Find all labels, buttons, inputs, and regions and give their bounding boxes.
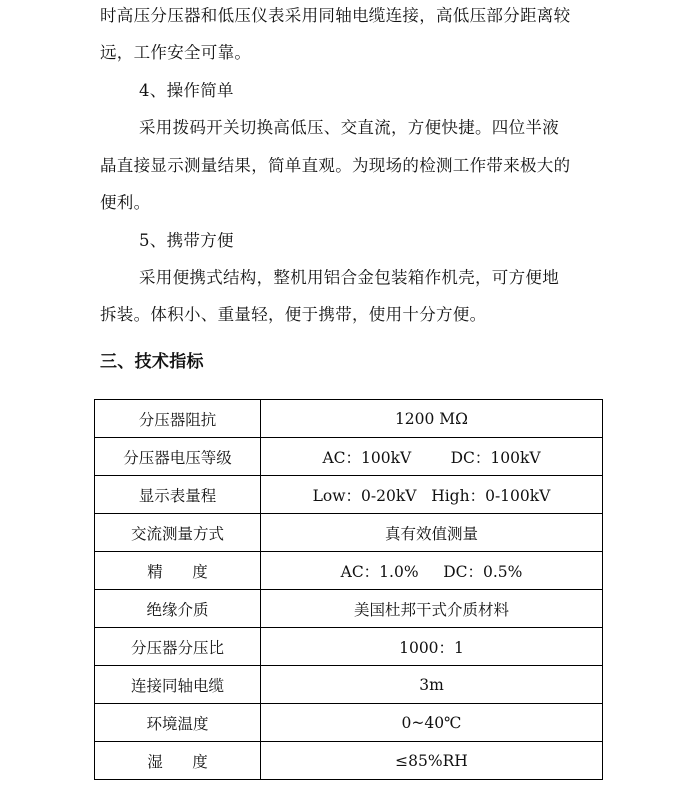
spec-label: 分压器阻抗 [95,400,261,438]
paragraph-line: 采用拨码开关切换高低压、交直流，方便快捷。四位半液 [139,118,559,137]
spec-value: 美国杜邦干式介质材料 [261,590,603,628]
paragraph-line: 晶直接显示测量结果，简单直观。为现场的检测工作带来极大的 [100,156,571,175]
spec-value: ≤85%RH [261,742,603,780]
spec-label: 分压器电压等级 [95,438,261,476]
paragraph-line: 采用便携式结构，整机用铝合金包装箱作机壳，可方便地 [139,268,559,287]
specs-table [94,399,603,780]
table-row [95,514,603,552]
spec-label: 精 度 [95,552,261,590]
spec-label: 交流测量方式 [95,514,261,552]
spec-label: 显示表量程 [95,476,261,514]
table-row [95,704,603,742]
spec-label: 环境温度 [95,704,261,742]
spec-value: Low：0-20kV High：0-100kV [261,476,603,514]
table-row [95,552,603,590]
spec-label: 连接同轴电缆 [95,666,261,704]
spec-value: AC：1.0% DC：0.5% [261,552,603,590]
paragraph-line: 便利。 [100,193,151,212]
spec-value: AC：100kV DC：100kV [261,438,603,476]
spec-label: 分压器分压比 [95,628,261,666]
paragraph-line: 远，工作安全可靠。 [100,43,252,62]
table-row [95,742,603,780]
spec-value: 0~40℃ [261,704,603,742]
paragraph-line: 拆装。体积小、重量轻，便于携带，使用十分方便。 [100,305,487,324]
spec-value: 1200 MΩ [261,400,603,438]
spec-label: 绝缘介质 [95,590,261,628]
paragraph-line: 时高压分压器和低压仪表采用同轴电缆连接，高低压部分距离较 [100,6,571,25]
spec-value: 1000：1 [261,628,603,666]
table-row [95,666,603,704]
item-5-title: 5、携带方便 [139,231,234,250]
table-row [95,400,603,438]
spec-value: 3m [261,666,603,704]
section-heading: 三、技术指标 [100,352,204,372]
spec-value: 真有效值测量 [261,514,603,552]
table-row [95,476,603,514]
table-row [95,590,603,628]
table-row [95,438,603,476]
table-row [95,628,603,666]
item-4-title: 4、操作简单 [139,81,234,100]
spec-label: 湿 度 [95,742,261,780]
